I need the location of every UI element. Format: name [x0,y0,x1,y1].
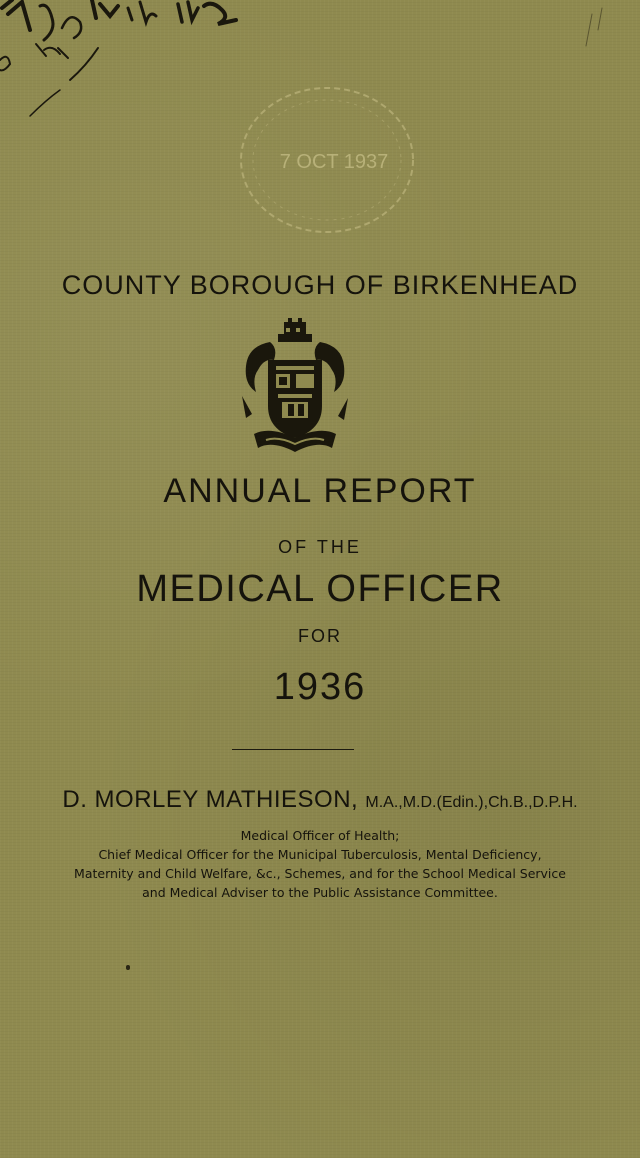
author-line [0,786,640,814]
stamp-date: 7 OCT 1937 [279,151,389,173]
author-description [0,826,640,902]
ink-speck [126,965,130,970]
description-line: and Medical Adviser to the Public Assistance Committee. [142,885,498,900]
report-year: 1936 [273,666,367,708]
report-title-line1: ANNUAL REPORT [163,472,477,510]
author-qualifications: M.A.,M.D.(Edin.),Ch.B.,D.P.H. [365,794,578,811]
report-title-line4: FOR [298,626,342,646]
description-line: Chief Medical Officer for the Municipal Tuberculosis, Mental Deficiency, [98,847,542,862]
report-title-line2: OF THE [278,537,362,557]
report-title-line3: MEDICAL OFFICER [136,568,504,610]
divider-rule [232,749,354,750]
author-name: D. MORLEY MATHIESON, [62,786,359,813]
description-line: Medical Officer of Health; [240,828,400,843]
received-stamp [232,80,432,250]
county-heading: COUNTY BOROUGH OF BIRKENHEAD [61,270,579,300]
description-line: Maternity and Child Welfare, &c., Schemes, and for the School Medical Service [74,866,566,881]
borough-coat-of-arms-icon [238,318,354,454]
